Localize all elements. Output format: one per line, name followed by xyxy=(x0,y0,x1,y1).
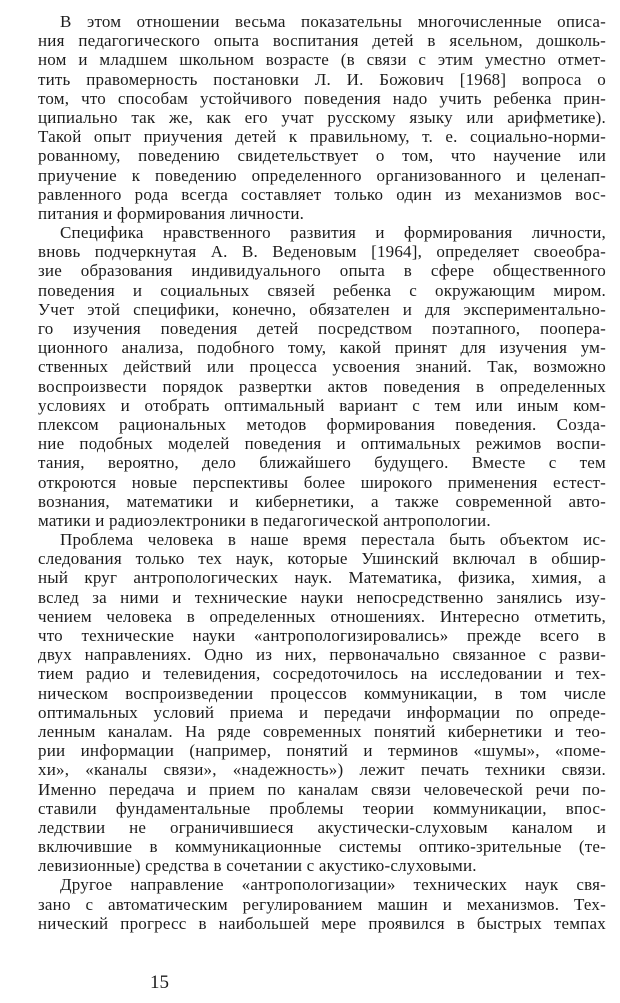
text-line: Другое направление «антропологизации» технических наук свя- xyxy=(60,875,606,895)
text-line: ставили фундаментальные проблемы теории коммуникации, впос- xyxy=(38,798,606,818)
text-line: равленного рода всегда составляет только один из механизмов вос- xyxy=(38,184,606,204)
text-line: что технические науки «антропологизировались» прежде всего в xyxy=(38,626,606,645)
text-line: зие образования индивидуального опыта в сфере общественного xyxy=(38,261,606,281)
text-line: приучение к поведению определенного организованного и целенап- xyxy=(38,165,606,185)
text-line: Именно передача и прием по каналам связи человеческой речи по- xyxy=(38,779,606,799)
text-line: ционного анализа, подобного тому, какой принят для изучения ум- xyxy=(38,338,606,358)
text-line: ние подобных моделей поведения и оптимальных режимов воспи- xyxy=(38,434,606,454)
text-line: ледствии не ограничившиеся акустически-слуховым каналом и xyxy=(38,817,606,837)
text-line: поведения и социальных связей ребенка с окружающим миром. xyxy=(38,280,606,300)
text-line: Учет этой специфики, конечно, обязателен и для экспериментально- xyxy=(38,299,606,319)
text-line: рованному, поведению свидетельствует о том, что научение или xyxy=(38,146,606,166)
text-line: включившие в коммуникационные системы оптико-зрительные (те- xyxy=(38,837,606,857)
text-line: тием радио и телевидения, сосредоточилось на исследовании и тех- xyxy=(38,664,606,684)
text-line: следования только тех наук, которые Ушинский включал в обшир- xyxy=(38,549,606,569)
text-line: Проблема человека в наше время перестала быть объектом ис- xyxy=(60,530,606,550)
text-line: плексом рациональных методов формирования поведения. Созда- xyxy=(38,414,606,434)
text-line: двух направлениях. Одно из них, первоначально связанное с разви- xyxy=(38,645,606,665)
text-line: ственных действий или процесса усвоения знаний. Так, возможно xyxy=(38,357,606,377)
text-line: В этом отношении весьма показательны многочисленные описа- xyxy=(60,12,606,31)
text-line: хи», «каналы связи», «надежность») лежит печать техники связи. xyxy=(38,760,606,780)
text-line: ническом воспроизведении процессов коммуникации, в том числе xyxy=(38,683,606,703)
text-line: левизионные) средства в сочетании с акустико-слуховыми. xyxy=(38,856,477,876)
paragraph xyxy=(38,875,606,933)
page-number: 15 xyxy=(150,972,169,993)
paragraph xyxy=(38,12,606,223)
text-line: матики и радиоэлектроники в педагогической антропологии. xyxy=(38,510,491,530)
text-line: рии информации (например, понятий и терминов «шумы», «поме- xyxy=(38,741,606,761)
text-line: питания и формирования личности. xyxy=(38,203,305,223)
text-line: нический прогресс в наибольшей мере проявился в быстрых темпах xyxy=(38,913,606,933)
text-line: зано с автоматическим регулированием машин и механизмов. Тех- xyxy=(38,894,606,914)
text-line: условиях и отобрать оптимальный вариант с тем или иным ком- xyxy=(38,395,606,415)
text-line: тания, вероятно, дело ближайшего будущего. Вместе с тем xyxy=(38,453,606,473)
text-line: вслед за ними и технические науки непосредственно занялись изу- xyxy=(38,587,606,607)
text-line: ном и младшем школьном возрасте (в связи с этим уместно отмет- xyxy=(38,50,606,70)
page-body-text xyxy=(38,12,606,933)
text-line: вознания, математики и кибернетики, а также современной авто- xyxy=(38,491,606,511)
text-line: Специфика нравственного развития и формирования личности, xyxy=(60,223,606,243)
text-line: го изучения поведения детей посредством поэтапного, поопера- xyxy=(38,319,606,338)
text-line: Такой опыт приучения детей к правильному, т. е. социально-норми- xyxy=(38,127,606,147)
text-line: вновь подчеркнутая А. В. Веденовым [1964], определяет своеобра- xyxy=(38,242,606,262)
paragraph xyxy=(38,530,606,875)
text-line: оптимальных условий приема и передачи информации по опреде- xyxy=(38,702,606,722)
text-line: том, что способам устойчивого поведения надо учить ребенка прин- xyxy=(38,88,606,108)
text-line: ленным каналам. На ряде современных понятий кибернетики и тео- xyxy=(38,721,606,741)
text-line: чением человека в определенных отношениях. Интересно отметить, xyxy=(38,606,606,626)
text-line: ния педагогического опыта воспитания детей в ясельном, дошколь- xyxy=(38,31,606,51)
paragraph xyxy=(38,223,606,530)
text-line: ципиально так же, как его учат русскому языку или арифметике). xyxy=(38,107,606,127)
text-line: воспроизвести порядок развертки актов поведения в определенных xyxy=(38,376,606,396)
text-line: тить правомерность постановки Л. И. Божович [1968] вопроса о xyxy=(38,69,606,89)
text-line: откроются новые перспективы более широкого применения естест- xyxy=(38,472,606,492)
text-line: ный круг антропологических наук. Математика, физика, химия, а xyxy=(38,568,606,588)
